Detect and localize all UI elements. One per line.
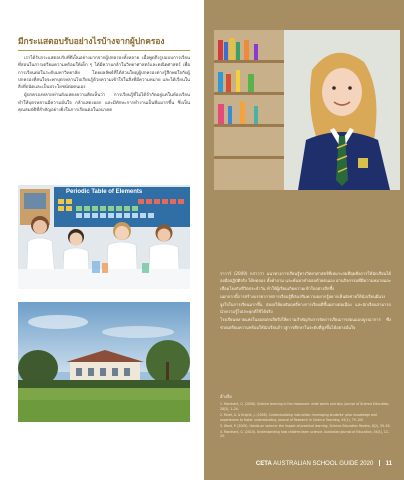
reference-item: 3. Ward, P. (2009). Hands-on science: the impact of practical learning. Science Education Review, 8(2), 55–63. [220, 423, 391, 428]
reference-item: 2. Rivet, A. & Krajcik, J. (2008). Contextualizing instruction: leveraging students' prior knowledge and experiences to foster understanding. Journal of Research in Science Teaching, 45(1), 79–100. [220, 412, 377, 422]
article-right-column [220, 270, 391, 332]
lab-illustration [18, 185, 190, 289]
campus-illustration [18, 302, 190, 422]
references-title: อ้างอิง [220, 395, 232, 400]
lab-students-photo [18, 185, 190, 289]
reference-item: 4. Marchant, G. (2010). Understanding how children learn science. Australian Journal of Education, 54(1), 12–20. [220, 429, 390, 439]
footer-guide: AUSTRALIAN SCHOOL GUIDE 2020 [273, 461, 374, 467]
article-paragraph: โรงเรียนหลายแห่งในออสเตรเลียจึงให้ความสำคัญกับการจัดการเรียนการสอนแบบบูรณาการ ซึ่งช่วยเตรียมความพร้อมให้นักเรียนก้าวสู่การศึกษาในระดับที่สูงขึ้นได้อย่างมั่นใจ [220, 317, 391, 330]
page-footer [204, 457, 404, 471]
references [220, 393, 391, 440]
school-campus-photo [18, 302, 190, 422]
footer-separator [379, 460, 380, 466]
article-paragraph: นอกจากนี้การสร้างบรรยากาศการเรียนรู้ที่ส่งเสริมความอยากรู้อยากเห็นยังช่วยให้นักเรียนมีแรงจูงใจในการเรียนมากขึ้น ส่งผลให้ผลสัมฤทธิ์ทางการเรียนดีขึ้นอย่างต่อเนื่อง และนักเรียนสามารถนำความรู้ไปประยุกต์ใช้ได้จริง [220, 294, 391, 315]
periodic-table-banner: Periodic Table of Elements [66, 189, 143, 195]
page-number: 11 [385, 461, 392, 467]
article-paragraph: ราวาร์ (2009) กล่าวว่า แนวทางการเรียนรู้ทางวิทยาศาสตร์ที่เหมาะสมที่สุดคือการให้นักเรียนได้ลงมือปฏิบัติจริง ได้ทดลอง ตั้งคำถาม และค้นหาคำตอบด้วยตนเอง ผ่านกิจกรรมที่มีความหมายและเชื่อมโยงกับชีวิตประจำวัน ทำให้ผู้เรียนเกิดความเข้าใจอย่างลึกซึ้ง [220, 271, 391, 291]
student-illustration [214, 30, 400, 190]
heading-rule [18, 50, 190, 51]
article-left-column [18, 36, 190, 115]
footer-brand: CETA [255, 461, 272, 467]
article-paragraph: ผู้ปกครองหลายท่านยังแสดงความคิดเห็นว่า การเรียนรู้ที่ไม่ได้จำกัดอยู่แค่ในห้องเรียนทำให้บุตรหลานมีความมั่นใจ กล้าแสดงออก และมีทักษะการทำงานเป็นทีมมากขึ้น ซึ่งเป็นคุณสมบัติที่สำคัญอย่างยิ่งในการเรียนต่อในอนาคต [18, 93, 190, 114]
student-portrait-photo [214, 30, 400, 190]
article-heading: มีกระแสตอบรับอย่างไรบ้างจากผู้ปกครอง [18, 36, 165, 46]
reference-item: 1. Marchant, G. (2006). Science learning in the classroom: what works and why. Journal of Science Education, 28(3), 1–24. [220, 402, 390, 411]
article-paragraph: เราได้รับกระแสตอบรับที่ดีเป็นอย่างมากจากผู้ปกครองทั้งหลาย เมื่อพูดถึงรูปแบบการเรียนที่สอนในการเตรียมความพร้อมให้เด็ก ๆ ได้มีความกล้าในวิทยาศาสตร์และคณิตศาสตร์ เพื่อการเรียนต่อในระดับมหาวิทยาลัย โดยผลลัพธ์ที่ได้ส่วนใหญ่ผู้ปกครองต่างรู้สึกพอใจกับผู้ปกครองที่สนใจจะพาบุตรหลานไปเรียนรู้ด้วยความเข้าใจในสิ่งที่มีความหมาย และได้เรียนในสิ่งที่ถนัดและเป็นประโยชน์ต่อตนเอง [18, 56, 190, 91]
footer-text [256, 460, 392, 467]
